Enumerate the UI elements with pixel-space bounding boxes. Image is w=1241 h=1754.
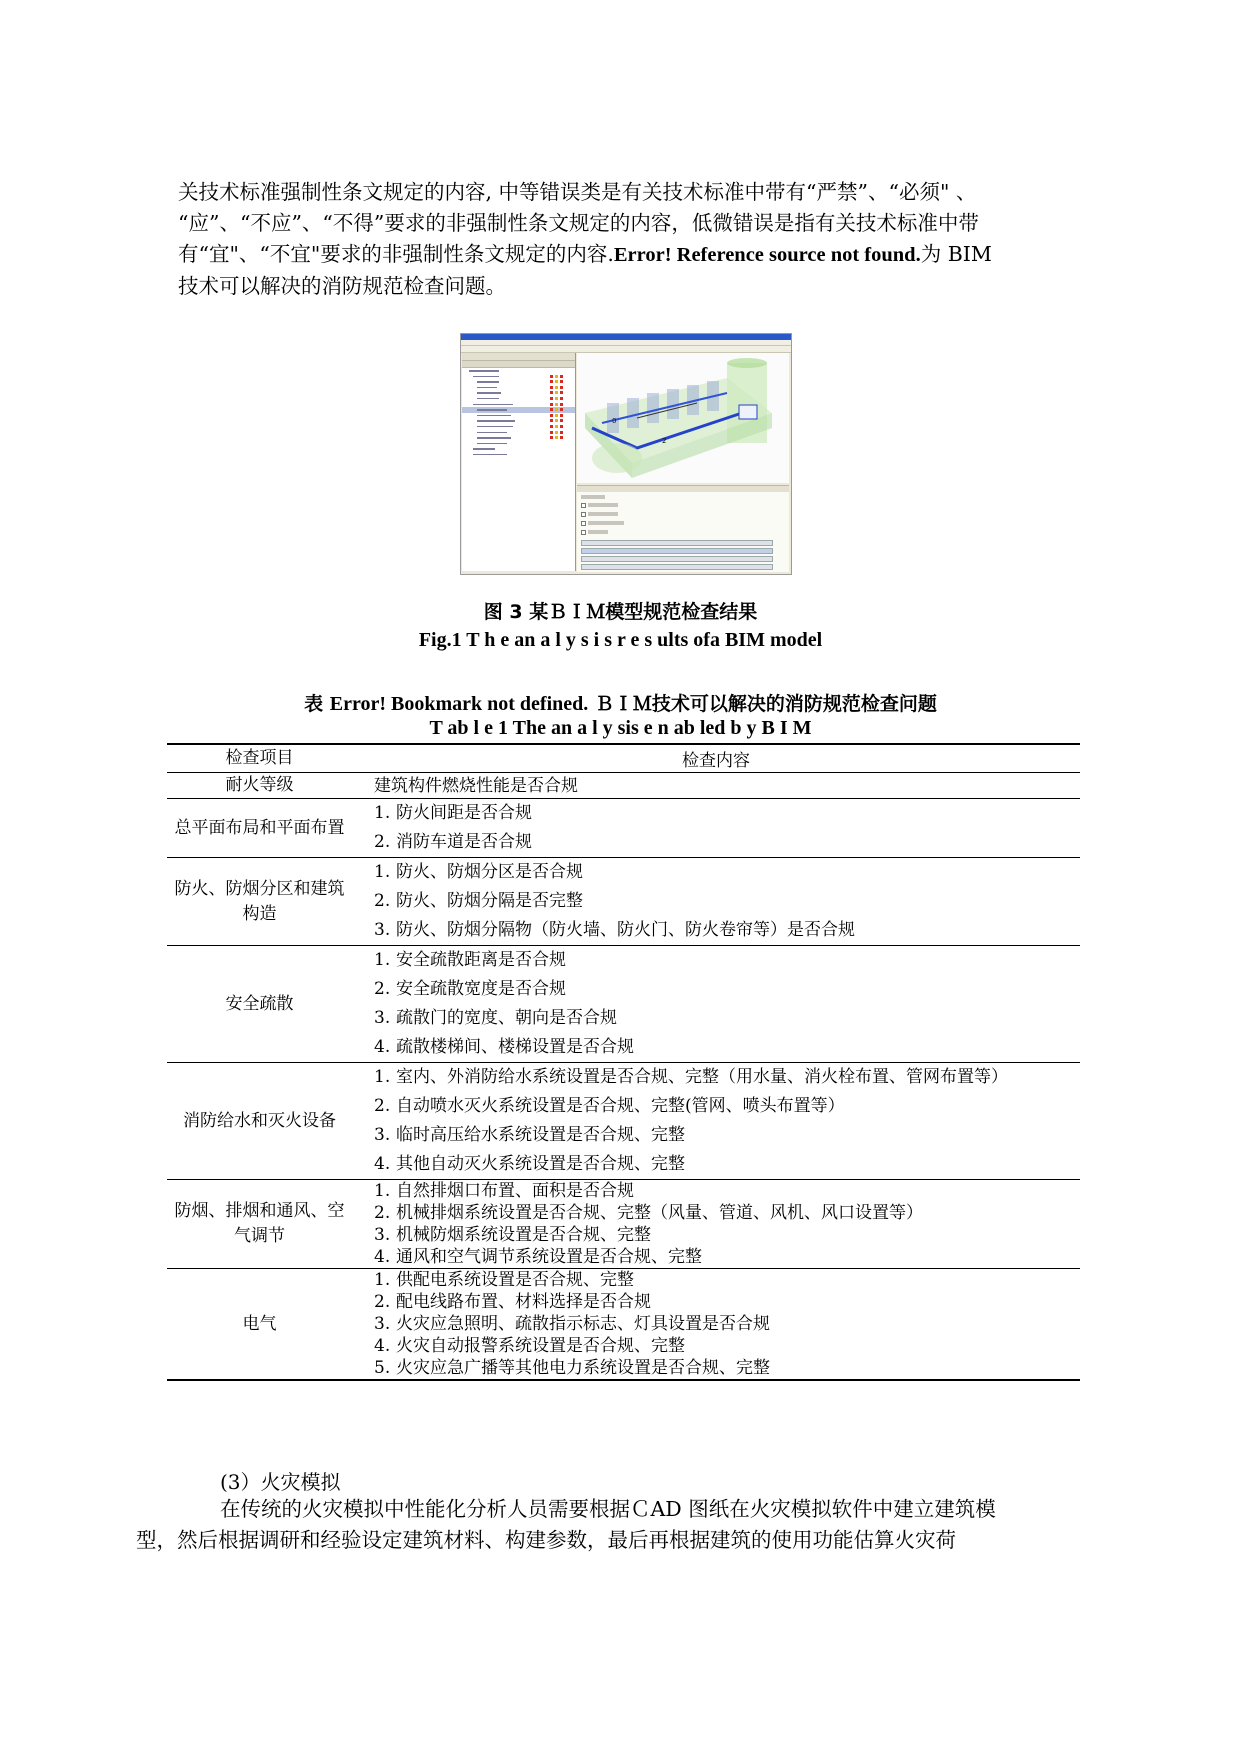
check-category: 耐火等级 <box>225 775 294 795</box>
intro-line-1: 关技术标准强制性条文规定的内容, 中等错误类是有关技术标准中带有“严禁”、“必须" 、 <box>178 180 977 204</box>
table-header-item: 检查项目 <box>167 744 352 773</box>
check-item: 4. 火灾自动报警系统设置是否合规、完整 <box>374 1336 685 1356</box>
intro-line-2: “应”、“不应”、“不得”要求的非强制性条文规定的内容，低微错误是指有关技术标准中带 <box>178 211 979 235</box>
table-row <box>167 773 1080 799</box>
svg-text:2: 2 <box>662 437 667 445</box>
check-category: 安全疏散 <box>225 993 294 1014</box>
building-model-icon <box>577 353 789 483</box>
tree-rows <box>462 368 575 458</box>
check-items <box>352 1269 1080 1381</box>
reference-error: Error! Reference source not found. <box>613 244 921 266</box>
check-category: 电气 <box>242 1313 277 1334</box>
check-items <box>352 799 1080 858</box>
screenshot-3d-view <box>577 353 789 483</box>
check-item: 1. 防火、防烟分区是否合规 <box>374 862 583 882</box>
table-row <box>167 1180 1080 1269</box>
check-item: 1. 供配电系统设置是否合规、完整 <box>374 1270 634 1290</box>
screenshot-ruleset-tree <box>462 353 576 571</box>
check-item: 1. 防火间距是否合规 <box>374 803 532 823</box>
table-caption-en: T ab l e 1 The an a l y sis e n ab led b y B I M <box>429 717 812 739</box>
check-category: 总平面布局和平面布置 <box>174 817 345 838</box>
screenshot-toolbar <box>461 346 791 353</box>
check-item: 3. 火灾应急照明、疏散指示标志、灯具设置是否合规 <box>374 1314 770 1334</box>
check-item: 2. 配电线路布置、材料选择是否合规 <box>374 1292 651 1312</box>
check-category: 防烟、排烟和通风、空气调节 <box>174 1201 345 1246</box>
check-item: 2. 防火、防烟分隔是否完整 <box>374 891 583 911</box>
figure-caption-en: Fig.1 T h e an a l y s i s r e s ults ofa BIM model <box>418 629 823 651</box>
intro-paragraph <box>178 177 1068 302</box>
model-checker-screenshot <box>460 333 792 575</box>
check-item: 4. 通风和空气调节系统设置是否合规、完整 <box>374 1247 702 1267</box>
check-items <box>352 1180 1080 1269</box>
section-heading: (3）火灾模拟 <box>220 1470 341 1494</box>
check-category: 消防给水和灭火设备 <box>183 1110 336 1131</box>
check-item: 4. 疏散楼梯间、楼梯设置是否合规 <box>374 1037 634 1057</box>
table-row <box>167 799 1080 858</box>
bookmark-error: Error! Bookmark not defined. <box>329 693 589 715</box>
section-line-1: 在传统的火灾模拟中性能化分析人员需要根据ＣAD 图纸在火灾模拟软件中建立建筑模 <box>220 1497 996 1521</box>
check-item: 3. 疏散门的宽度、朝向是否合规 <box>374 1008 617 1028</box>
section-line-2: 型，然后根据调研和经验设定建筑材料、构建参数，最后再根据建筑的使用功能估算火灾荷 <box>136 1528 956 1552</box>
table-row <box>167 1269 1080 1381</box>
table-caption-cn: 表 Error! Bookmark not defined. ＢＩＭ技术可以解决的消防规范检查问题 <box>304 693 937 715</box>
check-items <box>352 858 1080 946</box>
check-items <box>352 946 1080 1063</box>
intro-line-4: 技术可以解决的消防规范检查问题。 <box>178 274 506 298</box>
check-item: 1. 自然排烟口布置、面积是否合规 <box>374 1181 634 1201</box>
screenshot-properties-panel <box>577 492 789 572</box>
check-item: 2. 机械排烟系统设置是否合规、完整（风量、管道、风机、风口设置等） <box>374 1203 923 1223</box>
table-row <box>167 1063 1080 1180</box>
svg-text:0: 0 <box>612 417 617 425</box>
fire-code-check-table <box>167 743 1080 1381</box>
table-row <box>167 946 1080 1063</box>
check-item: 3. 防火、防烟分隔物（防火墙、防火门、防火卷帘等）是否合规 <box>374 920 855 940</box>
check-item: 3. 机械防烟系统设置是否合规、完整 <box>374 1225 651 1245</box>
check-item: 4. 其他自动灭火系统设置是否合规、完整 <box>374 1154 685 1174</box>
table-header-content: 检查内容 <box>352 744 1080 773</box>
check-item: 2. 安全疏散宽度是否合规 <box>374 979 566 999</box>
figure-caption-cn: 图 3 某ＢＩＭ模型规范检查结果 <box>483 601 758 623</box>
section-paragraph <box>136 1494 1068 1556</box>
check-category: 防火、防烟分区和建筑构造 <box>174 878 345 924</box>
check-items <box>352 773 1080 799</box>
check-item: 建筑构件燃烧性能是否合规 <box>374 775 578 796</box>
table-row <box>167 858 1080 946</box>
intro-line-3: 有“宜"、“不宜"要求的非强制性条文规定的内容.Error! Reference source not found.为 BIM <box>178 242 992 266</box>
check-item: 2. 自动喷水灭火系统设置是否合规、完整(管网、喷头布置等） <box>374 1096 845 1116</box>
check-item: 5. 火灾应急广播等其他电力系统设置是否合规、完整 <box>374 1358 770 1378</box>
check-item: 2. 消防车道是否合规 <box>374 832 532 852</box>
check-items <box>352 1063 1080 1180</box>
check-item: 1. 室内、外消防给水系统设置是否合规、完整（用水量、消火栓布置、管网布置等） <box>374 1067 1008 1087</box>
check-item: 1. 安全疏散距离是否合规 <box>374 950 566 970</box>
check-item: 3. 临时高压给水系统设置是否合规、完整 <box>374 1125 685 1145</box>
